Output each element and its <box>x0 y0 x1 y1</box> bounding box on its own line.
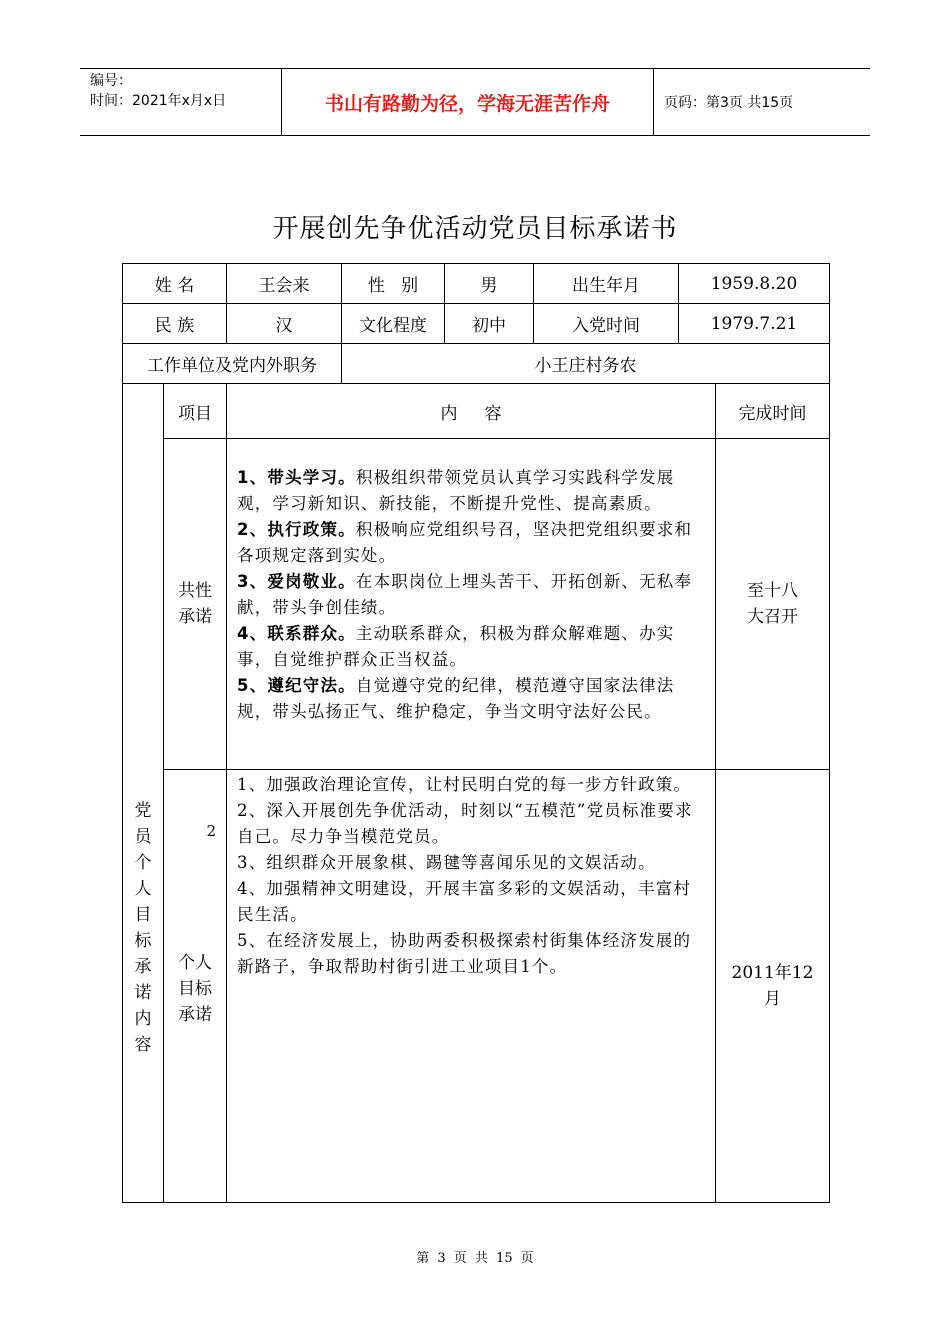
page-header <box>80 68 870 136</box>
common-item: 5、遵纪守法。自觉遵守党的纪律，模范遵守国家法律法规，带头弘扬正气、维护稳定，争当文明守法好公民。 <box>237 676 675 721</box>
info-row-3 <box>123 344 830 384</box>
common-label-cell <box>164 439 227 770</box>
common-item: 3、爱岗敬业。在本职岗位上埋头苦干、开拓创新、无私奉献，带头争创佳绩。 <box>237 572 693 617</box>
page-footer: 第 3 页 共 15 页 <box>416 1251 534 1266</box>
personal-item: 3、组织群众开展象棋、踢毽等喜闻乐见的文娱活动。 <box>237 853 656 872</box>
join-value: 1979.7.21 <box>679 304 830 344</box>
common-time-cell <box>716 439 830 770</box>
commitment-table <box>122 263 830 1203</box>
personal-commitment-row <box>123 770 830 1203</box>
personal-content <box>227 770 716 1203</box>
document-title: 开展创先争优活动党员目标承诺书 <box>272 214 678 244</box>
personal-time: 2011年12月 <box>731 963 814 1009</box>
personal-list <box>237 770 707 980</box>
work-value: 小王庄村务农 <box>342 344 830 384</box>
common-item: 4、联系群众。主动联系群众，积极为群众解难题、办实事，自觉维护群众正当权益。 <box>237 624 675 669</box>
common-content <box>227 439 716 770</box>
gender-label: 性 别 <box>342 264 445 304</box>
personal-item: 1、加强政治理论宣传，让村民明白党的每一步方针政策。 <box>237 775 692 794</box>
personal-item: 2、深入开展创先争优活动，时刻以“五模范”党员标准要求自己。尽力争当模范党员。 <box>237 801 693 846</box>
personal-label: 个人目标承诺 <box>178 953 212 1025</box>
personal-time-cell <box>716 770 830 1203</box>
work-label: 工作单位及党内外职务 <box>123 344 342 384</box>
col-time-header: 完成时间 <box>716 384 830 439</box>
side-label: 党员个人目标承诺内容 <box>134 801 152 1055</box>
header-page-info: 页码：第3页 共15页 <box>664 95 794 111</box>
personal-item: 4、加强精神文明建设，开展丰富多彩的文娱活动，丰富村民生活。 <box>237 879 692 924</box>
personal-label-cell <box>164 770 227 1203</box>
side-label-cell <box>123 384 164 1203</box>
date-label: 时间：2021年x月x日 <box>90 93 227 109</box>
personal-number: 2 <box>206 822 216 840</box>
name-label: 姓 名 <box>123 264 227 304</box>
ethnicity-label: 民 族 <box>123 304 227 344</box>
col-item-header: 项目 <box>164 384 227 439</box>
education-value: 初中 <box>445 304 534 344</box>
info-row-2 <box>123 304 830 344</box>
number-label: 编号： <box>90 73 132 89</box>
personal-item: 5、在经济发展上，协助两委积极探索村街集体经济发展的新路子，争取帮助村街引进工业项目1个。 <box>237 931 692 976</box>
col-content-header: 内 容 <box>227 384 716 439</box>
ethnicity-value: 汉 <box>227 304 342 344</box>
common-item: 1、带头学习。积极组织带领党员认真学习实践科学发展观，学习新知识、新技能，不断提升党性、提高素质。 <box>237 468 675 513</box>
common-commitment-row <box>123 439 830 770</box>
common-time: 至十八大召开 <box>747 581 798 627</box>
birth-label: 出生年月 <box>534 264 679 304</box>
header-meta <box>80 69 282 135</box>
education-label: 文化程度 <box>342 304 445 344</box>
join-label: 入党时间 <box>534 304 679 344</box>
birth-value: 1959.8.20 <box>679 264 830 304</box>
commitment-header-row <box>123 384 830 439</box>
info-row-1 <box>123 264 830 304</box>
common-list <box>237 439 707 725</box>
common-label: 共性承诺 <box>178 581 212 627</box>
header-motto: 书山有路勤为径，学海无涯苦作舟 <box>282 69 654 135</box>
gender-value: 男 <box>445 264 534 304</box>
common-item: 2、执行政策。积极响应党组织号召，坚决把党组织要求和各项规定落到实处。 <box>237 520 693 565</box>
name-value: 王会来 <box>227 264 342 304</box>
